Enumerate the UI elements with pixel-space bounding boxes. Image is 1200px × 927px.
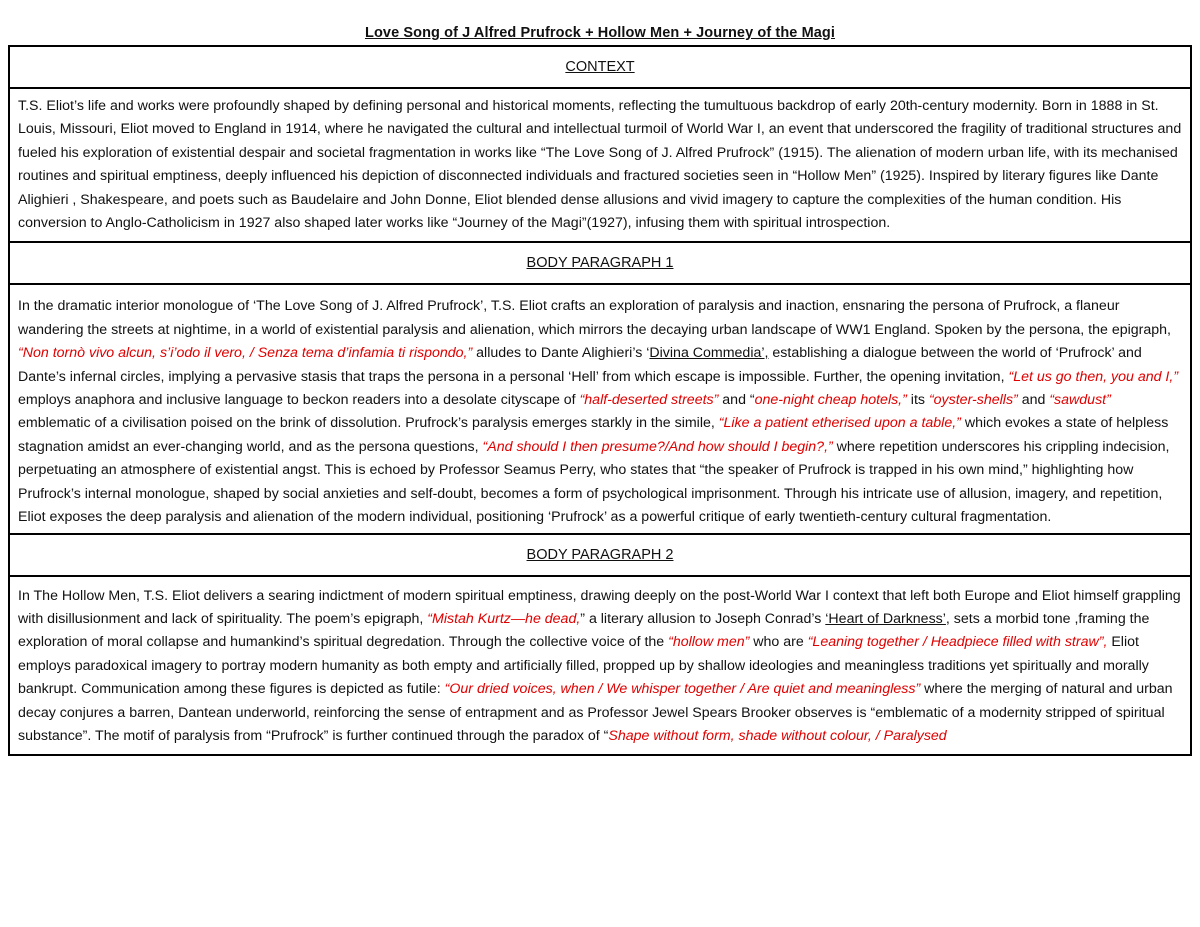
bp1-divina-commedia-ref: Divina Commedia’, (649, 345, 769, 362)
bp2-heading: BODY PARAGRAPH 2 (526, 546, 674, 563)
bp2-text: ” a literary allusion to Joseph Conrad’s (580, 610, 826, 627)
bp1-quote-presume: “And should I then presume?/And how should I begin?,” (482, 438, 833, 455)
bp1-text: and “ (718, 392, 755, 409)
bp2-quote-leaning-together: “Leaning together / Headpiece filled with straw”, (807, 634, 1108, 651)
bp1-text: which evokes a state of helpless stagnation amidst an ever-changing world, and as the persona questions, (18, 415, 1169, 455)
bp1-heading: BODY PARAGRAPH 1 (526, 255, 674, 272)
context-paragraph: T.S. Eliot’s life and works were profoundly shaped by defining personal and historical moments, reflecting the tumultuous backdrop of early 20th-century modernity. Born in 1888 in St. Louis, Missouri, Eliot moved to England in 1914, where he navigated the cultural and intellectual turmoil of World War I, an event that underscored the fragility of traditional structures and fueled his exploration of existential despair and societal fragmentation in works like “The Love Song of J. Alfred Prufrock” (1915). The alienation of modern urban life, with its mechanised routines and spiritual emptiness, deeply influenced his depiction of disconnected individuals and fractured societies seen in “Hollow Men” (1925). Inspired by literary figures like Dante Alighieri , Shakespeare, and poets such as Baudelaire and John Donne, Eliot blended dense allusions and vivid imagery to capture the complexities of the human condition. His conversion to Anglo-Catholicism in 1927 also shaped later works like “Journey of the Magi”(1927), infusing them with spiritual introspection. (9, 88, 1191, 242)
bp1-paragraph (9, 284, 1191, 533)
bp1-text: employs anaphora and inclusive language to beckon readers into a desolate cityscape of (18, 392, 580, 409)
bp2-quote-mistah-kurtz: “Mistah Kurtz—he dead, (427, 610, 581, 627)
bp2-quote-dried-voices: “Our dried voices, when / We whisper together / Are quiet and meaningless” (444, 681, 921, 698)
bp1-heading-cell (9, 242, 1191, 284)
bp1-quote-half-deserted: “half-deserted streets” (579, 392, 719, 409)
bp1-header-row (9, 242, 1191, 284)
bp2-text: , sets a morbid tone ,framing the exploration of moral collapse and humankind’s spiritual degredation. Through the collective voice of the (18, 610, 1150, 651)
bp2-heading-cell (9, 534, 1191, 576)
bp1-quote-etherised: “Like a patient etherised upon a table,” (718, 415, 961, 432)
bp2-text: In The Hollow Men, T.S. Eliot delivers a searing indictment of modern spiritual emptiness, drawing deeply on the post-World War I context that left both Europe and Eliot himself grappling with disillusionment and lack of spirituality. The poem’s epigraph, (18, 587, 1181, 627)
bp2-heart-of-darkness-ref: ‘Heart of Darkness’ (825, 610, 946, 627)
bp2-body-row (9, 576, 1191, 756)
bp2-text: Eliot employs paradoxical imagery to portray modern humanity as both empty and artificially filled, propped up by shallow ideologies and meaningless traditions yet spiritually and morally bankrupt. Communication among these figures is depicted as futile: (18, 634, 1149, 698)
bp1-body-row (9, 284, 1191, 533)
bp2-quote-hollow-men: “hollow men” (668, 634, 750, 651)
context-body-row (9, 88, 1191, 242)
bp1-text: and (1017, 392, 1050, 409)
bp1-text: where repetition underscores his crippling indecision, perpetuating an atmosphere of existential angst. This is echoed by Professor Seamus Perry, who states that “the speaker of Prufrock is trapped in his own mind,” highlighting how Prufrock’s internal monologue, shaped by social anxieties and self-doubt, becomes a form of psychological imprisonment. Through his intricate use of allusion, imagery, and repetition, Eliot exposes the deep paralysis and alienation of the modern individual, positioning ‘Prufrock’ as a powerful critique of early twentieth-century cultural fragmentation. (18, 438, 1170, 526)
bp1-quote-oyster-shells: “oyster-shells” (928, 392, 1018, 409)
bp2-header-row (9, 534, 1191, 576)
bp1-quote-epigraph: “Non tornò vivo alcun, s’i’odo il vero, / Senza tema d’infamia ti rispondo,” (18, 345, 473, 362)
bp1-quote-let-us-go: “Let us go then, you and I,” (1008, 368, 1179, 385)
context-heading: CONTEXT (565, 59, 635, 75)
context-heading-cell (9, 46, 1191, 88)
bp2-paragraph (9, 576, 1191, 756)
bp2-text: where the merging of natural and urban decay conjures a barren, Dantean underworld, reinforcing the sense of entrapment and as Professor Jewel Spears Brooker observes is “emblematic of a modernity stripped of spiritual substance”. The motif of paralysis from “Prufrock” is further continued through the paradox of “ (18, 681, 1173, 744)
bp1-quote-cheap-hotels: one-night cheap hotels,” (754, 392, 907, 409)
bp1-text: emblematic of a civilisation poised on the brink of dissolution. Prufrock’s paralysis emerges starkly in the simile, (18, 415, 719, 432)
bp1-quote-sawdust: “sawdust” (1049, 392, 1111, 409)
bp2-quote-shape-without-form: Shape without form, shade without colour, / Paralysed (608, 727, 947, 744)
bp1-text: alludes to Dante Alighieri’s ‘ (472, 345, 650, 362)
bp2-text: who are (749, 634, 808, 651)
bp1-text: its (906, 392, 929, 409)
bp1-text: establishing a dialogue between the world of ‘Prufrock’ and Dante’s infernal circles, implying a pervasive stasis that traps the persona in a personal ‘Hell’ from which escape is impossible. Further, the opening invitation, (18, 345, 1142, 385)
bp1-text: In the dramatic interior monologue of ‘The Love Song of J. Alfred Prufrock’, T.S. Eliot crafts an exploration of paralysis and inaction, ensnaring the persona of Prufrock, a flaneur wandering the streets at nightime, in a world of existential paralysis and alienation, which mirrors the decaying urban landscape of WW1 England. Spoken by the persona, the epigraph, (18, 298, 1171, 338)
document-title: Love Song of J Alfred Prufrock + Hollow Men + Journey of the Magi (364, 25, 836, 41)
context-header-row (9, 46, 1191, 88)
essay-table (8, 45, 1192, 756)
